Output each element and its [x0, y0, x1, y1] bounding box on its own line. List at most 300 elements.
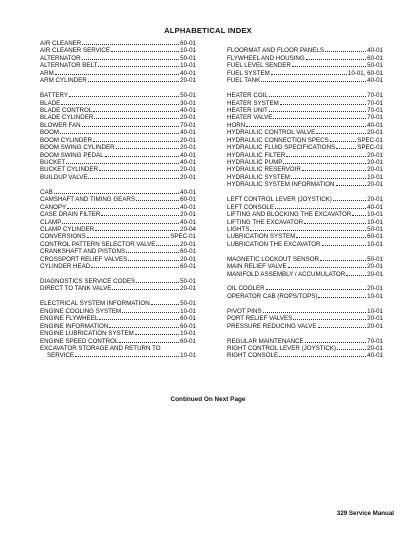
index-entry: [227, 137, 383, 144]
index-entry-label: LIFTING THE EXCAVATOR: [227, 218, 304, 226]
index-entry-page: SPEC-01: [357, 136, 383, 144]
index-entry: [40, 278, 196, 285]
index-entry: [227, 129, 383, 136]
index-entry-page: 40-01: [367, 47, 383, 55]
index-entry: [40, 166, 196, 173]
dot-leader: [98, 66, 179, 67]
index-entry: [40, 263, 196, 270]
index-entry-page: 60-01: [180, 337, 196, 345]
index-entry: [227, 315, 383, 322]
index-entry: [227, 323, 383, 330]
dot-leader: [269, 96, 366, 97]
index-entry-label: RIGHT CONSOLE: [227, 352, 279, 360]
index-entry-page: 20-01: [180, 144, 196, 152]
continued-note: Continued On Next Page: [170, 396, 246, 403]
index-entry: [40, 100, 196, 107]
index-entry-label: ENGINE SPEED CONTROL: [40, 337, 119, 345]
index-entry-page: 70-01: [367, 99, 383, 107]
index-entry-label: LUBRICATION THE EXCAVATOR: [227, 240, 321, 248]
index-entry-page: 40-01: [367, 77, 383, 85]
index-entry-page: 20-01: [180, 285, 196, 293]
index-entry: [40, 338, 196, 345]
index-entry-label: CONVERSIONS: [40, 233, 86, 241]
index-entry: [227, 55, 383, 62]
index-entry-page: 20-01: [367, 322, 383, 330]
index-entry-label: CONTROL PATTERN SELECTOR VALVE: [40, 240, 156, 248]
index-entry: [40, 70, 196, 77]
index-entry: [227, 122, 383, 129]
dot-leader: [263, 312, 367, 313]
index-entry-label: AIR CLEANER: [40, 40, 82, 47]
dot-leader: [75, 356, 179, 357]
index-entry: [227, 204, 383, 211]
index-entry-label: LEFT CONTROL LEVER (JOYSTICK): [227, 196, 332, 204]
index-entry-page: 10-01: [367, 307, 383, 315]
dot-leader: [82, 44, 179, 45]
index-entry-page: 70-01: [180, 121, 196, 129]
index-entry: [227, 271, 383, 278]
dot-leader: [136, 282, 179, 283]
dot-leader: [320, 260, 366, 261]
dot-leader: [250, 230, 366, 231]
index-entry-page: 40-01: [367, 121, 383, 129]
index-entry-page: 20-01: [367, 263, 383, 271]
index-entry-label: HYDRAULIC FLUID SPECIFICATIONS: [227, 144, 336, 152]
dot-leader: [302, 170, 366, 171]
index-entry: [227, 92, 383, 99]
index-entry-page: 60-01: [180, 196, 196, 204]
index-entry-page: 20-01: [180, 114, 196, 122]
dot-leader: [156, 245, 179, 246]
index-entry-label: FUEL TANK: [227, 77, 261, 85]
dot-leader: [305, 342, 367, 343]
dot-leader: [291, 178, 366, 179]
index-entry-label: CLAMP CYLINDER: [40, 225, 95, 233]
index-entry-label: BLADE CONTROL: [40, 106, 93, 114]
index-entry: [227, 114, 383, 121]
index-entry-page: SPEC-01: [170, 233, 196, 241]
index-entry: [40, 204, 196, 211]
dot-leader: [116, 148, 180, 149]
index-entry-label: LUBRICATION SYSTEM: [227, 233, 296, 241]
right-index-column: [227, 40, 383, 360]
index-entry: [227, 100, 383, 107]
index-entry-label: OIL COOLER: [227, 285, 265, 293]
index-entry: [40, 256, 196, 263]
dot-leader: [337, 349, 366, 350]
index-entry: [227, 62, 383, 69]
index-entry-label: PIVOT PINS: [227, 307, 262, 315]
section-spacer: [40, 85, 196, 92]
index-entry-label: ENGINE FLYWHEEL: [40, 315, 99, 323]
index-entry-label: OPERATOR CAB (ROPS/TOPS): [227, 292, 318, 300]
dot-leader: [333, 200, 366, 201]
index-entry-label: SERVICE: [47, 352, 75, 360]
index-entry-label: MAGNETIC LOCKOUT SENSOR: [227, 255, 320, 263]
index-entry-page: 10-01: [367, 240, 383, 248]
dot-leader: [112, 289, 179, 290]
dot-leader: [322, 245, 367, 246]
index-entry: [40, 159, 196, 166]
dot-leader: [246, 126, 366, 127]
index-entry-page: 20-01: [180, 255, 196, 263]
index-entry-label: FUEL LEVEL SENDER: [227, 62, 291, 70]
dot-leader: [296, 237, 366, 238]
index-entry: [40, 129, 196, 136]
index-entry: [227, 174, 383, 181]
index-entry: [40, 152, 196, 159]
index-entry-page: 20-01: [367, 285, 383, 293]
index-entry-page: 10-01, 60-01: [347, 69, 383, 77]
index-entry: [40, 352, 196, 359]
index-entry-page: 40-01: [180, 151, 196, 159]
dot-leader: [122, 312, 179, 313]
index-entry-label: DIRECT TO TANK VALVE: [40, 285, 112, 293]
dot-leader: [82, 126, 180, 127]
index-entry: [227, 241, 383, 248]
index-entry-label: HYDRAULIC SYSTEM: [227, 173, 290, 181]
section-spacer: [227, 330, 383, 337]
dot-leader: [151, 304, 180, 305]
dot-leader: [94, 118, 179, 119]
index-entry: [227, 152, 383, 159]
index-entry-label: HORN: [227, 121, 246, 129]
dot-leader: [109, 327, 179, 328]
index-entry-label: CLAMP: [40, 218, 62, 226]
dot-leader: [66, 163, 179, 164]
section-spacer: [40, 271, 196, 278]
index-entry: [227, 144, 383, 151]
index-entry-page: 20-01: [367, 181, 383, 189]
index-entry-label: BATTERY: [40, 92, 68, 100]
index-entry-page: 60-01: [367, 54, 383, 62]
index-entry: [40, 300, 196, 307]
index-entry: [40, 62, 196, 69]
index-entry-label: CASE DRAIN FILTER: [40, 211, 101, 219]
index-entry-label: EXCAVATOR STORAGE AND RETURN TO: [40, 344, 161, 352]
index-entry-label: BOOM CYLINDER: [40, 136, 92, 144]
index-entry-label: CROSSPORT RELIEF VALVES: [40, 255, 128, 263]
index-entry-page: 50-01: [367, 225, 383, 233]
index-entry: [40, 40, 196, 47]
index-entry-page: 40-01: [367, 352, 383, 360]
dot-leader: [105, 156, 180, 157]
section-spacer: [227, 40, 383, 47]
index-entry-page: 60-01: [367, 233, 383, 241]
index-entry-page: 60-01: [180, 315, 196, 323]
index-entry-page: 20-01: [367, 129, 383, 137]
index-entry-label: CAB: [40, 188, 53, 196]
index-entry-label: HEATER UNIT: [227, 106, 268, 114]
index-entry-page: 50-01: [180, 278, 196, 285]
dot-leader: [61, 104, 179, 105]
index-entry-label: ENGINE LUBRICATION SYSTEM: [40, 330, 134, 338]
dot-leader: [136, 200, 179, 201]
index-entry-label: BUCKET CYLINDER: [40, 166, 98, 174]
dot-leader: [318, 327, 367, 328]
index-entry-page: 20-01: [367, 270, 383, 278]
index-entry-label: ELECTRICAL SYSTEM INFORMATION: [40, 300, 150, 308]
dot-leader: [336, 148, 356, 149]
dot-leader: [280, 104, 366, 105]
index-entry-page: 70-01: [367, 337, 383, 345]
index-entry-label: BUILDUP VALVE: [40, 173, 88, 181]
index-entry: [40, 226, 196, 233]
index-entry-page: 50-01: [180, 300, 196, 308]
index-entry-page: 60-01: [180, 248, 196, 256]
index-entry-label: AIR CLEANER SERVICE: [40, 47, 111, 55]
dot-leader: [62, 223, 179, 224]
index-entry-label: HYDRAULIC RESERVOIR: [227, 166, 301, 174]
index-entry: [40, 308, 196, 315]
index-entry-label: FUEL SYSTEM: [227, 69, 270, 77]
dot-leader: [88, 81, 179, 82]
index-entry-page: 40-01: [180, 203, 196, 211]
index-entry-page: 50-01: [180, 92, 196, 100]
index-entry: [227, 196, 383, 203]
dot-leader: [286, 156, 366, 157]
index-entry-label: CYLINDER HEAD: [40, 263, 91, 271]
dot-leader: [93, 141, 179, 142]
index-entry-page: 10-01: [180, 330, 196, 338]
index-entry-page: 10-01: [367, 292, 383, 300]
index-entry: [40, 211, 196, 218]
index-entry-label: FLYWHEEL AND HOUSING: [227, 54, 305, 62]
dot-leader: [99, 170, 179, 171]
index-entry: [40, 285, 196, 292]
index-entry-label: HYDRAULIC FILTER: [227, 151, 286, 159]
section-spacer: [227, 278, 383, 285]
index-entry-label: BOOM SWING CYLINDER: [40, 144, 115, 152]
index-entry: [40, 55, 196, 62]
index-entry-label: LIGHTS: [227, 225, 250, 233]
index-entry: [40, 107, 196, 114]
index-entry: [227, 159, 383, 166]
index-entry: [227, 308, 383, 315]
index-entry: [227, 263, 383, 270]
dot-leader: [346, 275, 366, 276]
index-entry-label: ENGINE COOLING SYSTEM: [40, 307, 122, 315]
index-entry-page: 40-01: [180, 69, 196, 77]
index-entry: [40, 189, 196, 196]
index-entry: [40, 219, 196, 226]
index-entry-label: CRANKSHAFT AND PISTONS: [40, 248, 126, 256]
index-entry-page: 10-01: [367, 218, 383, 226]
index-entry-label: HEATER SYSTEM: [227, 99, 279, 107]
index-entry-label: BOOM SWING PEDAL: [40, 151, 104, 159]
index-entry: [227, 77, 383, 84]
index-entry: [40, 248, 196, 255]
manual-name: 329 Service Manual: [336, 510, 394, 517]
index-entry-page: 30-01: [180, 99, 196, 107]
index-entry-page: 40-01: [180, 188, 196, 196]
index-entry: [227, 211, 383, 218]
index-entry: [40, 323, 196, 330]
dot-leader: [269, 111, 366, 112]
index-entry: [227, 293, 383, 300]
index-entry-label: ENGINE INFORMATION: [40, 322, 109, 330]
dot-leader: [82, 59, 180, 60]
index-entry: [40, 233, 196, 240]
index-entry-page: 20-01: [367, 159, 383, 166]
index-entry-page: 10-01: [180, 352, 196, 360]
index-entry-label: RIGHT CONTROL LEVER (JOYSTICK): [227, 344, 336, 352]
dot-leader: [128, 260, 179, 261]
index-entry-label: HYDRAULIC CONTROL VALVE: [227, 129, 316, 137]
index-entry-label: BLADE: [40, 99, 61, 107]
index-entry: [40, 174, 196, 181]
dot-leader: [336, 185, 367, 186]
index-entry-label: LEFT CONSOLE: [227, 203, 274, 211]
dot-leader: [283, 163, 366, 164]
index-entry-label: PORT RELIEF VALVES: [227, 315, 293, 323]
left-index-column: [40, 40, 196, 360]
index-entry-page: 20-01: [180, 173, 196, 181]
dot-leader: [135, 334, 179, 335]
index-entry-label: MAIN RELIEF VALVE: [227, 263, 287, 271]
index-entry: [227, 107, 383, 114]
index-entry-page: 20-01: [367, 344, 383, 352]
index-entry: [40, 122, 196, 129]
index-entry: [40, 241, 196, 248]
index-entry: [40, 114, 196, 121]
dot-leader: [330, 141, 356, 142]
index-entry-page: 60-01: [180, 263, 196, 271]
index-entry: [40, 345, 196, 352]
dot-leader: [325, 51, 366, 52]
index-entry: [227, 166, 383, 173]
index-entry-page: 10-01: [367, 173, 383, 181]
index-entry: [40, 315, 196, 322]
index-entry-page: 70-01: [367, 92, 383, 100]
index-entry-label: CAMSHAFT AND TIMING GEARS: [40, 196, 136, 204]
index-entry-label: HYDRAULIC SYSTEM INFORMATION: [227, 181, 335, 189]
index-entry: [40, 137, 196, 144]
dot-leader: [119, 342, 179, 343]
index-entry: [227, 70, 383, 77]
index-entry: [40, 92, 196, 99]
dot-leader: [293, 319, 366, 320]
index-entry-page: 20-01: [367, 166, 383, 174]
index-entry-page: 10-01: [180, 62, 196, 70]
index-entry-page: 20-04: [180, 225, 196, 233]
section-spacer: [227, 300, 383, 307]
index-entry-label: HEATER COIL: [227, 92, 268, 100]
dot-leader: [67, 208, 179, 209]
index-entry-page: 40-01: [367, 203, 383, 211]
index-entry-page: 60-01: [180, 322, 196, 330]
index-entry-page: 40-01: [180, 159, 196, 166]
dot-leader: [318, 297, 366, 298]
index-entry-label: ALTERNATOR BELT: [40, 62, 98, 70]
index-entry-page: 50-01: [367, 255, 383, 263]
index-entry-page: 40-01: [180, 218, 196, 226]
index-entry-label: MANIFOLD ASSEMBLY / ACCUMULATOR: [227, 270, 346, 278]
dot-leader: [261, 81, 366, 82]
section-spacer: [227, 248, 383, 255]
index-entry: [227, 219, 383, 226]
section-spacer: [40, 181, 196, 188]
index-entry-page: 20-01: [367, 196, 383, 204]
index-entry: [227, 181, 383, 188]
index-entry: [227, 47, 383, 54]
index-entry-page: 10-01: [180, 307, 196, 315]
index-title: ALPHABETICAL INDEX: [164, 26, 252, 35]
index-entry-label: CANOPY: [40, 203, 67, 211]
index-entry-label: ALTERNATOR: [40, 54, 81, 62]
dot-leader: [273, 118, 366, 119]
dot-leader: [88, 178, 179, 179]
index-entry-label: HYDRAULIC CONNECTION SPECS: [227, 136, 329, 144]
dot-leader: [93, 111, 179, 112]
index-entry-page: 20-01: [180, 136, 196, 144]
index-entry-page: 20-01: [180, 211, 196, 219]
index-entry: [40, 196, 196, 203]
index-entry: [227, 285, 383, 292]
section-spacer: [227, 85, 383, 92]
index-entry-label: ARM CYLINDER: [40, 77, 87, 85]
index-entry-page: 10-01: [367, 211, 383, 219]
index-entry-page: 70-01: [367, 114, 383, 122]
index-entry-page: 10-01: [180, 47, 196, 55]
dot-leader: [95, 230, 179, 231]
index-entry-page: 60-01: [180, 40, 196, 47]
index-entry-label: FLOORMAT AND FLOOR PANELS: [227, 47, 324, 55]
section-spacer: [40, 293, 196, 300]
index-entry-page: 40-01: [180, 106, 196, 114]
index-entry: [40, 47, 196, 54]
index-entry-label: HEATER VALVE: [227, 114, 273, 122]
index-entry: [40, 77, 196, 84]
dot-leader: [54, 193, 179, 194]
index-entry-page: 20-01: [367, 315, 383, 323]
dot-leader: [271, 74, 347, 75]
index-entry-label: BLADE CYLINDER: [40, 114, 94, 122]
dot-leader: [101, 215, 179, 216]
index-entry-page: 40-01: [180, 129, 196, 137]
dot-leader: [304, 223, 366, 224]
index-entry: [227, 233, 383, 240]
index-entry: [40, 330, 196, 337]
section-spacer: [227, 189, 383, 196]
dot-leader: [292, 66, 366, 67]
dot-leader: [111, 51, 179, 52]
index-entry: [227, 352, 383, 359]
dot-leader: [279, 356, 366, 357]
index-entry: [40, 144, 196, 151]
index-entry-page: 50-01: [180, 54, 196, 62]
dot-leader: [87, 237, 169, 238]
index-entry-label: BOOM: [40, 129, 59, 137]
dot-leader: [266, 289, 367, 290]
index-entry-page: 20-01: [180, 166, 196, 174]
index-entry-page: 20-01: [367, 151, 383, 159]
index-entry: [227, 256, 383, 263]
index-entry: [227, 226, 383, 233]
index-entry-label: REGULAR MAINTENANCE: [227, 337, 304, 345]
index-entry-page: 20-01: [180, 240, 196, 248]
dot-leader: [126, 252, 179, 253]
dot-leader: [91, 267, 179, 268]
index-entry-page: 50-01: [367, 62, 383, 70]
dot-leader: [99, 319, 179, 320]
dot-leader: [288, 267, 367, 268]
index-entry-page: 70-01: [367, 106, 383, 114]
dot-leader: [60, 133, 179, 134]
index-entry-label: PRESSURE REDUCING VALVE: [227, 322, 317, 330]
index-entry-page: 20-01: [180, 77, 196, 85]
dot-leader: [275, 208, 366, 209]
